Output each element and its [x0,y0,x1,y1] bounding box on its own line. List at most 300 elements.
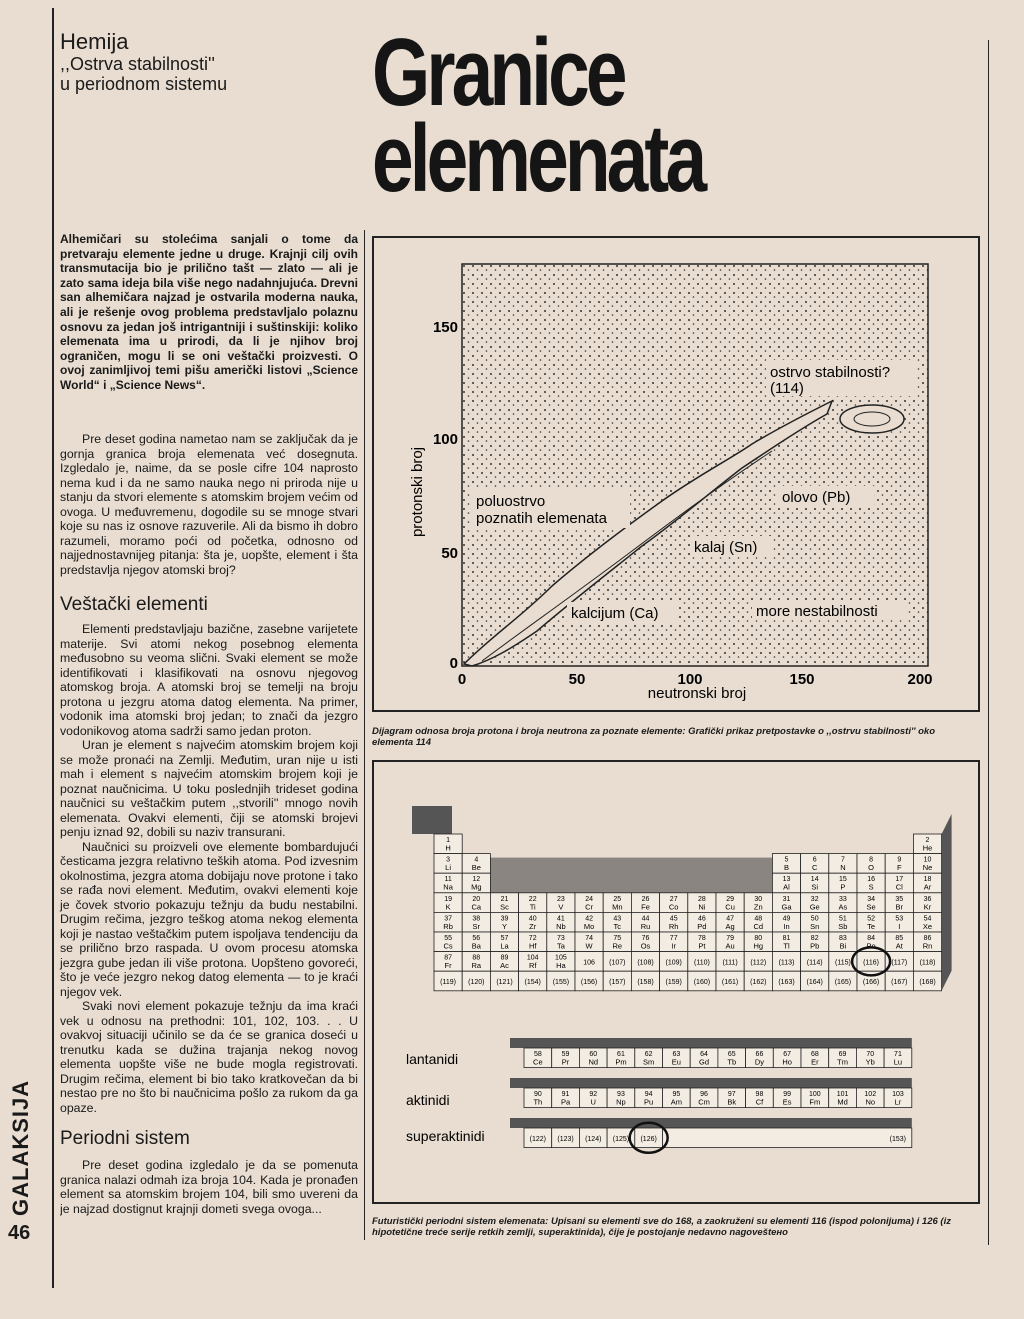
stability-chart [372,236,980,712]
y-tick-label: 100 [432,431,458,448]
element-cell [519,952,547,972]
element-symbol: Co [668,902,679,912]
atomic-number: 71 [894,1051,902,1058]
page-number: 46 [8,1222,31,1244]
element-cell [913,952,941,972]
element-cell [857,893,885,913]
atomic-number: 88 [472,954,481,962]
atomic-number: 61 [617,1051,625,1058]
atomic-number: 9 [897,856,902,864]
atomic-number: (124) [585,1135,602,1143]
element-cell [660,952,688,972]
paragraph: Uran je element s najvećim atomskim brojem koji se može pronaći na Zemlji. Međutim, uran nije u isti mah i element s najvećim atomskim brojem koji je poznat naučnicima. U toku poslednjih trideset godina naučnici su veštačkim putem ,,stvorili'' mnogo novih elemenata. Ovakvi elementi, čiji se atomski brojevi penju iznad 92, dobili su naziv transurani. [60,738,358,839]
chart-caption: Dijagram odnosa broja protona i broja neutrona za poznate elemente: Grafički prikaz pretpostavke o ,,ostrvu stabilnosti'' oko elementa 114 [372,726,936,748]
element-symbol: In [783,921,790,931]
kicker [60,30,227,94]
atomic-number: (162) [750,979,767,986]
atomic-number: 85 [895,935,904,942]
periodic-table [372,760,980,1204]
element-cell [829,873,857,893]
actinide-cell [552,1088,580,1108]
element-cell [772,932,800,952]
element-symbol: Lr [894,1097,902,1107]
kicker-line: ,,Ostrva stabilnosti'' [60,54,215,74]
element-cell [603,952,631,972]
element-symbol: He [922,843,933,853]
element-symbol: Cs [443,941,453,951]
atomic-number: 10 [923,856,932,864]
element-cell [462,912,490,932]
article-body [60,1158,358,1240]
element-symbol: Sn [810,921,820,931]
atomic-number: 68 [810,1051,819,1058]
atomic-number: (111) [722,959,738,967]
element-cell [772,952,800,972]
atomic-number: 84 [867,935,875,942]
element-cell [462,971,490,991]
element-symbol: I [898,921,901,931]
element-cell [434,834,462,854]
atomic-number: 99 [783,1091,792,1098]
element-symbol: Ho [782,1057,792,1067]
element-cell [716,912,744,932]
element-cell [913,893,941,913]
atomic-number: 42 [585,915,593,923]
element-symbol: F [897,863,902,873]
element-cell [434,952,462,972]
element-symbol: Er [811,1057,819,1067]
element-symbol: Ne [922,863,933,873]
x-tick-label: 100 [677,671,703,688]
element-symbol: Os [640,941,651,951]
element-cell [462,952,490,972]
element-cell [772,971,800,991]
atomic-number: 45 [669,915,678,923]
annotation-island-number: (114) [770,380,804,397]
x-tick-label: 150 [789,671,815,688]
paragraph: Pre deset godina izgledalo je da se pomenuta granica nalazi odmah iza broja 104. Kada je pronađen element sa atomskim brojem 104, bili smo uvereni da je najzad dostignut krajnji dometi svega ovoga... [60,1158,358,1216]
element-symbol: Re [612,941,623,951]
element-cell [519,971,547,991]
paragraph: Svaki novi element pokazuje težnju da ima kraći vek u odnosu na prethodni: 101, 102, 103. . . U ovakvoj situaciji učinilo se da će se granica doseći u trenutku kada se dužina trajanja nekog novog elementa uopšte više ne bude mogla registrovati. Drugim rečima, element bi bio tako kratkovečan da bi nestao pre no što bi naučnicima pošlo za rukom da ga opaze. [60,999,358,1115]
element-cell [660,971,688,991]
element-cell [857,854,885,874]
element-symbol: N [840,863,846,873]
element-cell [462,873,490,893]
atomic-number: 50 [810,915,819,923]
atomic-number: 106 [583,959,595,967]
element-cell [547,912,575,932]
atomic-number: (121) [496,979,513,986]
atomic-number: (157) [609,979,626,986]
element-symbol: Br [895,902,904,912]
element-cell [772,912,800,932]
paragraph: Pre deset godina nametao nam se zaključak da je gornja granica broja elemenata već dosegnuta. Izgledalo je, naime, da se posle cifre 104 naprosto nema kud i da ne samo nauka nego ni priroda nije u stanju da stvori elemente s atomskim brojem većim od ovoga. U međuvremenu, dogodile su se mnoge stvari koje su nas iz osnove razuverile. Ali da bismo ih dobro razumeli, moramo poći od početka, odnosno od najjednostavnijeg pitanja: šta je, uopšte, element i šta predstavlja njegov atomski broj? [60,432,358,577]
actinide-cell [579,1088,607,1108]
actinide-cell [801,1088,829,1108]
element-cell [575,893,603,913]
element-cell [801,932,829,952]
atomic-number: 47 [726,915,734,923]
atomic-number: 93 [617,1091,625,1098]
atomic-number: 27 [669,895,678,903]
atomic-number: 69 [838,1051,847,1058]
element-symbol: Tm [837,1057,848,1067]
atomic-number: 56 [472,935,481,942]
actinide-cell [773,1088,801,1108]
x-tick-label: 200 [907,671,933,688]
atomic-number: 78 [698,935,706,942]
element-cell [462,854,490,874]
element-symbol: Tl [783,941,790,951]
atomic-number: 58 [533,1051,542,1058]
lanthanide-cell [690,1048,718,1068]
element-cell [913,873,941,893]
element-cell [716,893,744,913]
atomic-number: 13 [782,876,791,884]
lanthanide-cell [884,1048,912,1068]
element-symbol: Cd [753,921,764,931]
lanthanide-cell [718,1048,746,1068]
atomic-number: 7 [840,856,845,864]
element-cell [631,893,659,913]
lanthanide-cell [746,1048,774,1068]
element-cell [434,893,462,913]
element-symbol: Cr [585,902,594,912]
element-symbol: Md [837,1097,848,1107]
y-axis-label: protonski broj [409,446,426,538]
element-symbol: Si [811,882,819,892]
actinide-cell [884,1088,912,1108]
atomic-number: 32 [810,895,819,903]
element-symbol: Rh [668,921,679,931]
element-cell [631,952,659,972]
element-symbol: Tc [613,921,622,931]
atomic-number: (156) [580,979,598,986]
atomic-number: 67 [783,1051,792,1058]
element-cell [688,932,716,952]
atomic-number: 15 [839,876,847,884]
lanthanide-cell [524,1048,552,1068]
element-cell [913,854,941,874]
element-symbol: At [895,941,903,951]
element-symbol: Pr [561,1057,570,1067]
atomic-number: 49 [782,915,791,923]
atomic-number: 44 [641,915,650,923]
element-cell [631,932,659,952]
atomic-number: 82 [810,935,819,942]
paragraph: Naučnici su proizveli ove elemente bombardujući česticama jezgra relativno teških atoma. Pod izvesnim okolnostima, jezgra atoma dobijaju nove protone i tako se rađa novi element. Međutim, ovakvi elementi koje je čovek stvorio pokazuju težnju da budu nestabilni. Drugim rečima, jezgro teškog atoma nekog elementa koji je nastao veštačkim putem ispoljava tendenciju da se prilično brzo raspada. U ovom procesu atomska jezgra gube jedan ili više protona. Uopšteno govoreći, što je veće jezgro nekog datog elementa — to je kraći njegov vek. [60,839,358,999]
superactinide-cell [524,1128,552,1148]
atomic-number: (109) [665,959,682,967]
element-cell [801,873,829,893]
atomic-number: 3 [446,856,451,864]
table-shadow [510,1038,912,1048]
element-cell [772,873,800,893]
element-symbol: La [500,941,509,951]
atomic-number: 104 [526,954,539,962]
element-cell [462,893,490,913]
element-cell [462,932,490,952]
annotation-calcium: kalcijum (Ca) [571,605,659,622]
element-cell [660,893,688,913]
atomic-number: (163) [778,979,795,986]
element-symbol: Ga [781,902,792,912]
atomic-number: 105 [555,954,567,962]
atomic-number: 77 [669,935,678,942]
element-symbol: Ce [533,1057,543,1067]
element-symbol: Pb [810,941,820,951]
element-cell [801,893,829,913]
atomic-number: 55 [444,935,452,942]
atomic-number: (164) [806,979,823,986]
element-cell [434,912,462,932]
element-symbol: Ta [556,941,565,951]
column-rule [364,230,365,1240]
atomic-number: (117) [891,959,908,967]
element-symbol: Cu [725,902,735,912]
atomic-number: (125) [612,1135,630,1143]
element-cell [829,912,857,932]
table-shadow [510,1118,912,1128]
element-symbol: Np [616,1097,626,1107]
element-symbol: Ha [556,961,566,971]
lanthanide-cell [607,1048,635,1068]
actinide-cell [718,1088,746,1108]
atomic-number: 64 [700,1051,708,1058]
element-symbol: Po [866,941,876,951]
element-cell [434,932,462,952]
element-symbol: Be [471,863,481,873]
superactinides-label: superaktinidi [406,1128,485,1144]
element-symbol: Lu [893,1057,903,1067]
element-cell [885,854,913,874]
element-symbol: C [811,863,818,873]
actinide-cell [690,1088,718,1108]
element-symbol: Xe [922,921,933,931]
atomic-number: 66 [755,1051,764,1058]
element-symbol: Ir [671,941,676,951]
element-symbol: K [445,902,451,912]
atomic-number: 83 [839,935,847,942]
intro-paragraph [60,432,358,577]
element-symbol: Sb [838,921,848,931]
atomic-number: 60 [589,1051,598,1058]
atomic-number: 35 [895,895,904,903]
right-margin-rule [988,40,989,1245]
element-symbol: Fe [641,902,650,912]
actinides-label: aktinidi [406,1092,450,1108]
element-symbol: Eu [671,1057,681,1067]
annotation-peninsula: poznatih elemenata [476,510,607,527]
element-symbol: Pt [698,941,706,951]
element-symbol: Nb [556,921,566,931]
element-cell [829,932,857,952]
element-symbol: Mg [471,882,482,892]
element-cell [885,971,913,991]
atomic-number: 76 [641,935,650,942]
atomic-number: 81 [782,935,791,942]
element-cell [688,893,716,913]
atomic-number: (123) [557,1135,574,1143]
atomic-number: 80 [754,935,763,942]
atomic-number: 63 [672,1051,681,1058]
annotation-peninsula: poluostrvo [476,493,546,510]
atomic-number: 46 [698,915,706,923]
atomic-number: 34 [867,895,875,903]
atomic-number: 65 [727,1051,736,1058]
element-symbol: No [865,1097,876,1107]
atomic-number: (153) [889,1136,906,1143]
atomic-number: 1 [446,837,451,844]
element-symbol: Pu [644,1097,654,1107]
element-symbol: Yb [865,1057,875,1067]
element-cell [575,971,603,991]
superactinide-cell [552,1128,580,1148]
atomic-number: (155) [552,979,570,986]
element-symbol: Ar [923,882,932,892]
lanthanide-cell [829,1048,857,1068]
element-cell [603,912,631,932]
atomic-number: (108) [637,959,654,967]
element-cell [603,971,631,991]
kicker-line: u periodnom sistemu [60,74,228,94]
atomic-number: 89 [500,954,509,962]
element-cell [913,834,941,854]
atomic-number: 52 [867,915,875,923]
element-cell [744,893,772,913]
atomic-number: 75 [613,935,622,942]
atomic-number: 2 [925,837,930,844]
x-tick-label: 50 [568,671,586,688]
superactinide-cell [635,1128,663,1148]
element-symbol: Y [501,921,508,931]
paragraph: Elementi predstavljaju bazične, zasebne varijetete materije. Svi atomi nekog posebnog elementa međusobno su veoma slični. Svaki element se može identifikovati i klasifikovati na osnovu njegovog atomskog broja. A atomski broj se temelji na broju protona u jezgru atoma datog elementa. Na primer, vodonik ima atomski broj jedan; to znači da jezgro vodonikovog atoma sadrži samo jedan proton. [60,622,358,738]
atomic-number: 28 [698,895,706,903]
element-symbol: Sm [643,1057,655,1067]
article-body [60,622,358,1115]
element-symbol: Rn [922,941,933,951]
element-cell [716,952,744,972]
atomic-number: 38 [472,915,481,923]
element-cell [744,971,772,991]
atomic-number: 41 [557,915,565,923]
element-cell [434,873,462,893]
element-symbol: Ti [529,902,536,912]
atomic-number: 98 [755,1091,764,1098]
left-margin-rule [52,8,54,1288]
atomic-number: 33 [839,895,847,903]
element-symbol: Kr [923,902,932,912]
element-symbol: Mo [583,921,595,931]
element-symbol: Th [533,1097,543,1107]
atomic-number: 100 [809,1091,821,1098]
element-symbol: Zr [529,921,537,931]
subheading: Periodni sistem [60,1128,190,1149]
element-symbol: Bk [727,1097,737,1107]
table-shadow [490,858,772,893]
element-cell [885,912,913,932]
element-cell [716,932,744,952]
element-symbol: V [558,902,564,912]
atomic-number: 23 [557,895,565,903]
atomic-number: 21 [500,895,509,903]
atomic-number: 19 [444,895,452,903]
element-symbol: Tb [727,1057,737,1067]
atomic-number: 29 [726,895,734,903]
atomic-number: 14 [810,876,819,884]
lanthanide-cell [773,1048,801,1068]
atomic-number: (168) [919,979,936,986]
element-symbol: Pa [560,1097,571,1107]
element-cell [490,952,518,972]
annotation-island: ostrvo stabilnosti? [770,364,891,381]
element-cell [631,912,659,932]
atomic-number: (118) [919,959,936,967]
atomic-number: (119) [440,979,457,986]
atomic-number: 94 [644,1091,653,1098]
element-cell [631,971,659,991]
lanthanide-cell [635,1048,663,1068]
atomic-number: 54 [923,915,932,923]
element-symbol: O [868,863,875,873]
element-cell [603,893,631,913]
element-symbol: S [868,882,874,892]
element-symbol: Au [725,941,735,951]
atomic-number: 74 [585,935,593,942]
atomic-number: (110) [693,959,710,967]
lanthanides-label: lantanidi [406,1051,459,1067]
element-symbol: Ge [809,902,820,912]
element-cell [688,912,716,932]
atomic-number: 53 [895,915,904,923]
element-cell [829,854,857,874]
element-cell [744,912,772,932]
actinide-cell [635,1088,663,1108]
element-symbol: Ni [698,902,706,912]
element-symbol: Al [783,882,790,892]
atomic-number: 6 [812,856,817,864]
atomic-number: 40 [528,915,537,923]
atomic-number: 12 [472,876,481,884]
element-symbol: Li [445,863,452,873]
element-symbol: As [838,902,848,912]
atomic-number: 92 [589,1091,598,1098]
element-cell [575,932,603,952]
actinide-cell [524,1088,552,1108]
element-cell [519,932,547,952]
atomic-number: (122) [529,1135,547,1143]
element-cell [857,873,885,893]
element-symbol: Ag [725,921,735,931]
element-symbol: Hg [753,941,764,951]
atomic-number: 31 [782,895,791,903]
actinide-cell [829,1088,857,1108]
element-cell [857,912,885,932]
element-cell [913,932,941,952]
atomic-number: 72 [528,935,537,942]
headline-line: elemenata [372,105,704,212]
atomic-number: 48 [754,915,763,923]
element-cell [885,932,913,952]
atomic-number: (161) [721,979,739,986]
y-tick-label: 150 [432,319,458,336]
headline-line: Granice [372,19,624,126]
atomic-number: (154) [524,979,541,986]
atomic-number: (167) [891,979,908,986]
element-symbol: Na [443,882,453,892]
element-symbol: Bi [839,941,847,951]
